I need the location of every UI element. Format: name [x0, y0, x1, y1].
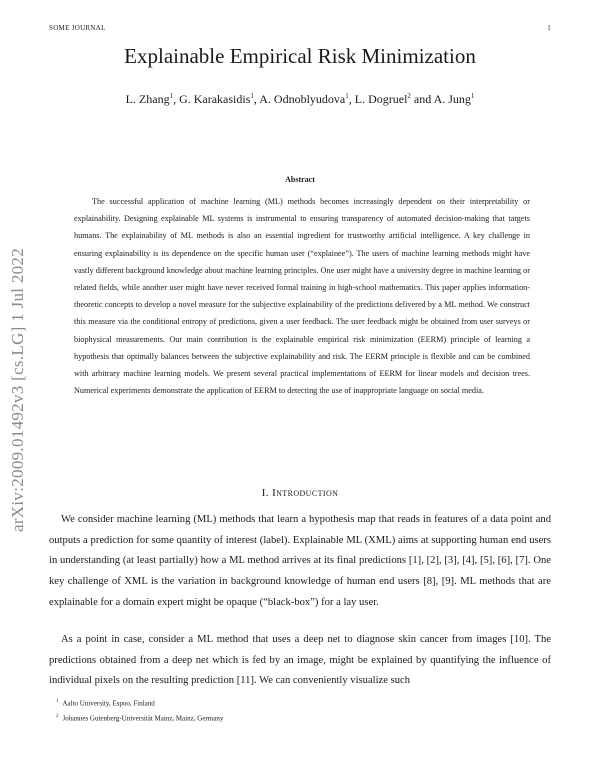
paper-title: Explainable Empirical Risk Minimization: [124, 44, 476, 68]
arxiv-identifier: arXiv:2009.01492v3 [cs.LG] 1 Jul 2022: [8, 247, 27, 532]
author: G. Karakasidis$^1$: [179, 92, 254, 106]
footnote: $^2$ Johannes Gutenberg-Universität Mainz, Mainz, Germany: [56, 714, 224, 723]
footnotes: [56, 695, 223, 726]
intro-paragraph: We consider machine learning (ML) methods that learn a hypothesis map that reads in features of a data point and outputs a prediction for some quantity of interest (label). Explainable ML (XML) aims at supporting human end users in understanding (at least partially) how a ML method arrives at its final predictions [1], [2], [3], [4], [5], [6], [7]. One key challenge of XML is the variation in background knowledge of human end users [8], [9]. ML methods that are explainable for a domain expert might be opaque (“black-box”) for a lay user.: [49, 514, 551, 608]
abstract-text: The successful application of machine learning (ML) methods becomes increasingly dependent on their interpretability or explainability. Designing explainable ML systems is instrumental to ensuring transparency of automated decision-making that targets humans. The explainability of ML methods is also an essential ingredient for trustworthy artificial intelligence. A key challenge in ensuring explainability is its dependence on the specific human user (“explainee”). The users of machine learning methods might have vastly different background knowledge about machine learning principles. One user might have a university degree in machine learning or related fields, while another user might have never received formal training in high-school mathematics. This paper applies information-theoretic concepts to develop a novel measure for the subjective explainability of the predictions delivered by a ML method. We construct this measure via the conditional entropy of predictions, given a user feedback. The user feedback might be obtained from user surveys or biophysical measurements. Our main contribution is the explainable empirical risk minimization (EERM) principle of learning a hypothesis that optimally balances between the subjective explainability and risk. The EERM principle is flexible and can be combined with arbitrary machine learning models. We present several practical implementations of EERM for linear models and decision trees. Numerical experiments demonstrate the application of EERM to detecting the use of inappropriate language on social media.: [74, 197, 530, 396]
author: A. Jung$^1$: [433, 92, 475, 106]
footnote: $^1$ Aalto University, Espoo, Finland: [56, 699, 155, 708]
author: L. Dogruel$^2$: [354, 92, 411, 106]
section-heading-introduction: [0, 487, 600, 499]
journal-name: SOME JOURNAL: [49, 24, 106, 32]
intro-paragraph: As a point in case, consider a ML method that uses a deep net to diagnose skin cancer from images [10]. The predictions obtained from a deep net which is fed by an image, might be explained by quantifying the influence of individual pixels on the resulting prediction [11]. We can conveniently visualize such: [49, 634, 551, 687]
section-title: Introduction: [272, 487, 339, 499]
author: L. Zhang$^1$: [125, 92, 174, 106]
page-number: 1: [547, 24, 551, 32]
author-list: L. Zhang$^1$, G. Karakasidis$^1$, A. Odnoblyudova$^1$, L. Dogruel$^2$ and A. Jung$^1$: [125, 92, 475, 106]
section-number: I.: [261, 487, 269, 499]
author: A. Odnoblyudova$^1$: [259, 92, 349, 106]
abstract-heading: Abstract: [285, 175, 315, 184]
